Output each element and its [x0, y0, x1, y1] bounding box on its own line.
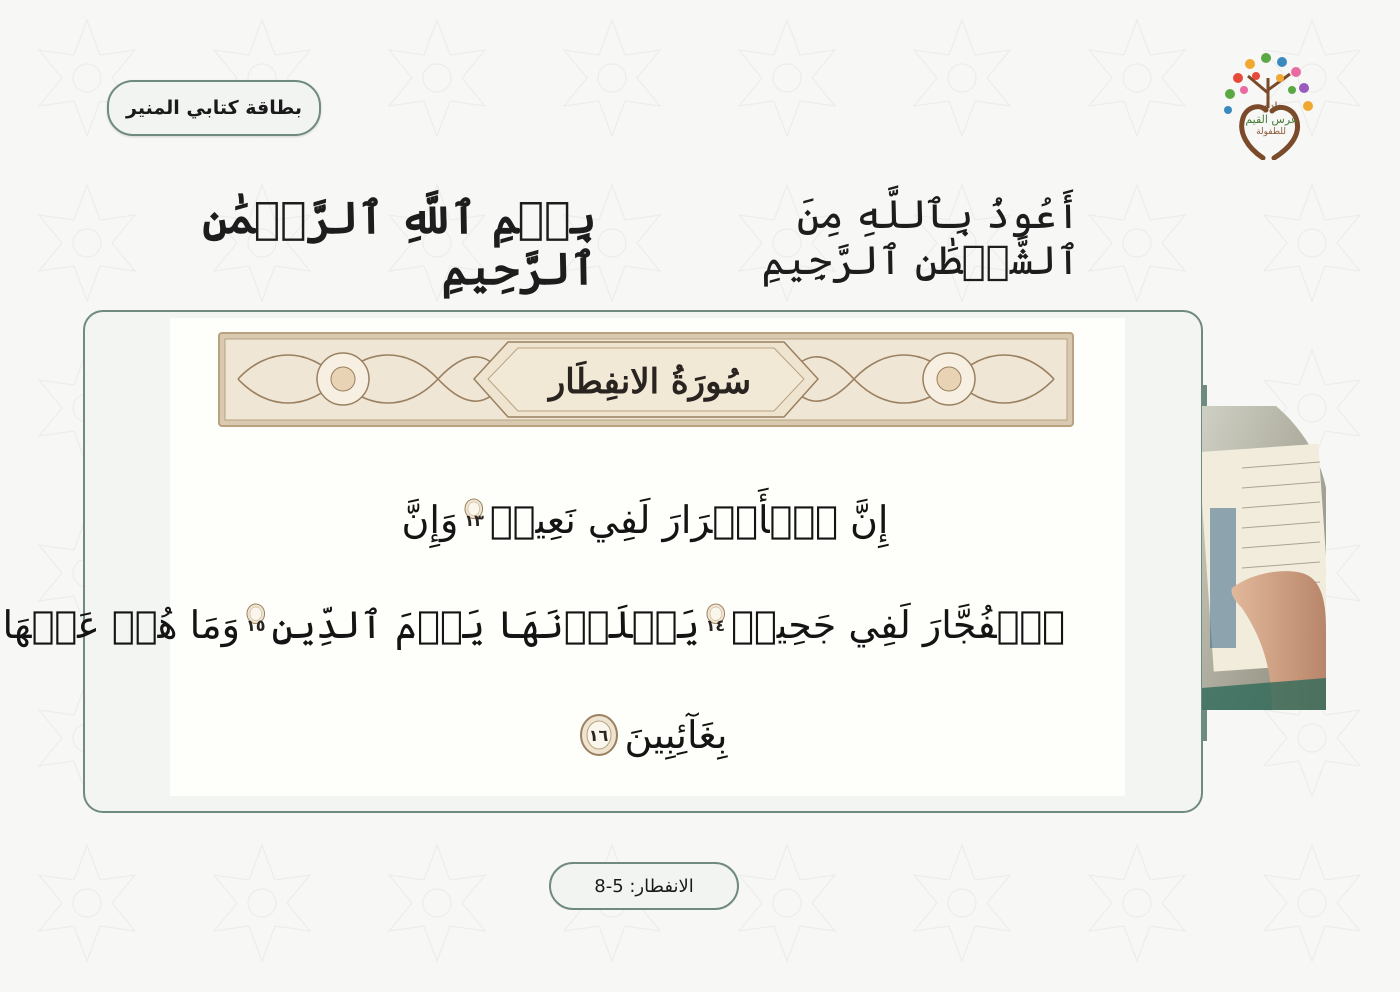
verse-line-2 — [2, 585, 1065, 665]
ayah-marker — [246, 603, 266, 647]
verse-text: بِغَآئِبِينَ — [624, 713, 728, 757]
logo-line-1: نادي — [1261, 100, 1281, 113]
verse-text: وَإِنَّ — [401, 498, 459, 542]
logo-caption — [1236, 100, 1306, 139]
ayah-number: ١٤ — [705, 615, 726, 635]
ayah-number: ١٥ — [245, 615, 266, 635]
ayah-number: ١٣ — [464, 510, 484, 530]
logo-line-2: غرس القيم — [1245, 113, 1297, 126]
verse-text: يَصۡلَوۡنَهَا يَوۡمَ ٱلدِّينِ — [271, 603, 700, 647]
verse-text: وَمَا هُمۡ عَنۡهَا — [2, 603, 240, 647]
basmala-text: بِسۡمِ ٱللَّهِ ٱلرَّحۡمَٰنِ ٱلرَّحِيمِ — [202, 193, 597, 295]
verse-line-3 — [560, 700, 740, 770]
ayah-number: ١٦ — [588, 725, 609, 745]
verse-line-1 — [401, 480, 889, 560]
ayah-marker — [706, 603, 726, 647]
istiadha-text: أَعُوذُ بِٱللَّهِ مِنَ ٱلشَّيۡطَٰنِ ٱلرَّجِيمِ — [761, 192, 1080, 284]
logo-line-3: للطفولة — [1256, 127, 1286, 137]
card-title-badge: بطاقة كتابي المنير — [107, 80, 321, 136]
quran-reading-photo — [1202, 388, 1326, 710]
ayah-marker — [579, 713, 619, 757]
verse-text: ٱلۡفُجَّارَ لَفِي جَحِيمٖ — [731, 603, 1065, 647]
surah-name: سُورَةُ الانفِطَار — [548, 362, 752, 402]
verse-text: إِنَّ ٱلۡأَبۡرَارَ لَفِي نَعِيمٖ — [489, 498, 889, 542]
ayah-marker — [464, 498, 484, 542]
opening-formulas — [180, 188, 1080, 295]
verse-reference-badge: الانفطار: 5-8 — [549, 862, 739, 910]
